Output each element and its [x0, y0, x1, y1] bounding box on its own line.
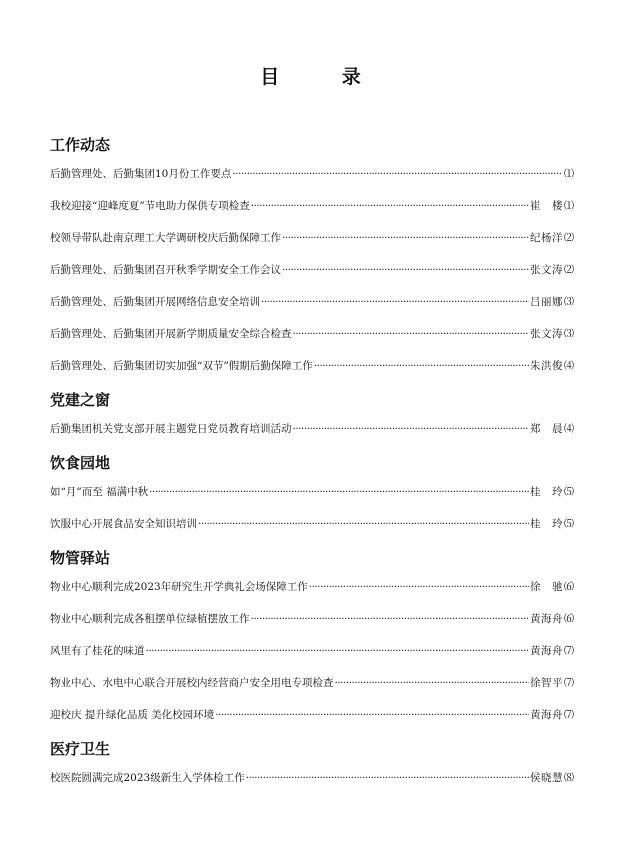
section-heading: 医疗卫生: [50, 740, 111, 758]
entry-page-number: ⑺: [564, 710, 574, 721]
toc-entry[interactable]: [50, 318, 574, 350]
entry-title: 物业中心顺利完成2023年研究生开学典礼会场保障工作: [50, 581, 308, 593]
entry-title: 校领导带队赴南京理工大学调研校庆后勤保障工作: [50, 232, 281, 244]
entry-author: 张文涛: [530, 328, 563, 340]
toc-entry[interactable]: [50, 667, 574, 699]
entry-title: 后勤管理处、后勤集团10月份工作要点: [50, 168, 232, 180]
entry-page-number: ⑹: [564, 614, 574, 625]
dot-leader: [215, 699, 529, 731]
entry-page-number: ⑶: [564, 329, 574, 340]
toc-entry[interactable]: [50, 254, 574, 286]
table-of-contents: [50, 132, 574, 794]
toc-entry[interactable]: [50, 762, 574, 794]
entry-page-number: ⑸: [564, 519, 574, 530]
section-heading: 饮食园地: [50, 454, 111, 472]
entry-author: 徐 驰: [530, 581, 563, 593]
toc-entry[interactable]: [50, 222, 574, 254]
toc-entry[interactable]: [50, 158, 574, 190]
toc-entry[interactable]: [50, 286, 574, 318]
entry-page-number: ⑺: [564, 678, 574, 689]
toc-entry[interactable]: [50, 571, 574, 603]
entry-author: 黄海舟: [530, 645, 563, 657]
entry-title: 后勤管理处、后勤集团开展网络信息安全培训: [50, 296, 260, 308]
section-heading: 党建之窗: [50, 391, 111, 409]
entry-author: 黄海舟: [530, 709, 563, 721]
entry-author: 徐智平: [530, 677, 563, 689]
toc-entry[interactable]: [50, 635, 574, 667]
entry-author: 张文涛: [530, 264, 563, 276]
entry-author: 吕丽娜: [530, 296, 563, 308]
entry-author: 崔 楼: [530, 200, 563, 212]
dot-leader: [309, 571, 529, 603]
toc-entry[interactable]: [50, 413, 574, 445]
entry-page-number: ⑴: [564, 169, 574, 180]
entry-page-number: ⑺: [564, 646, 574, 657]
entry-title: 后勤管理处、后勤集团切实加强“双节”假期后勤保障工作: [50, 360, 313, 372]
dot-leader: [282, 254, 529, 286]
toc-entry[interactable]: [50, 350, 574, 382]
toc-entry[interactable]: [50, 190, 574, 222]
entry-title: 后勤管理处、后勤集团开展新学期质量安全综合检查: [50, 328, 292, 340]
toc-entry[interactable]: [50, 603, 574, 635]
dot-leader: [282, 222, 529, 254]
entry-author: 纪杨洋: [530, 232, 563, 244]
toc-entry[interactable]: [50, 508, 574, 540]
entry-author: 桂 玲: [530, 486, 563, 498]
entry-page-number: ⑶: [564, 297, 574, 308]
entry-title: 饮服中心开展食品安全知识培训: [50, 518, 197, 530]
entry-page-number: ⑵: [564, 233, 574, 244]
entry-title: 物业中心顺利完成各租摆单位绿植摆放工作: [50, 613, 250, 625]
entry-title: 后勤集团机关党支部开展主题党日党员教育培训活动: [50, 423, 292, 435]
entry-title: 我校迎接“迎峰度夏”节电助力保供专项检查: [50, 200, 250, 212]
entry-page-number: ⑷: [564, 424, 574, 435]
entry-page-number: ⑵: [564, 265, 574, 276]
section-heading: 工作动态: [50, 136, 111, 154]
entry-page-number: ⑴: [564, 201, 574, 212]
section-heading: 物管驿站: [50, 549, 111, 567]
entry-author: 黄海舟: [530, 613, 563, 625]
dot-leader: [251, 190, 529, 222]
dot-leader: [293, 318, 530, 350]
entry-page-number: ⑸: [564, 487, 574, 498]
dot-leader: [198, 508, 529, 540]
entry-author: 朱洪俊: [530, 360, 563, 372]
entry-title: 迎校庆 提升绿化品质 美化校园环境: [50, 709, 215, 721]
entry-author: 郑 晨: [530, 423, 563, 435]
entry-author: 桂 玲: [530, 518, 563, 530]
dot-leader: [314, 350, 529, 382]
toc-entry[interactable]: [50, 699, 574, 731]
entry-title: 校医院圆满完成2023级新生入学体检工作: [50, 772, 245, 784]
entry-title: 风里有了桂花的味道: [50, 645, 145, 657]
toc-entry[interactable]: [50, 476, 574, 508]
entry-title: 后勤管理处、后勤集团召开秋季学期安全工作会议: [50, 264, 281, 276]
entry-page-number: ⑹: [564, 582, 574, 593]
entry-page-number: ⑷: [564, 361, 574, 372]
entry-title: 物业中心、水电中心联合开展校内经营商户安全用电专项检查: [50, 677, 334, 689]
dot-leader: [246, 762, 529, 794]
dot-leader: [232, 158, 562, 190]
dot-leader: [293, 413, 530, 445]
dot-leader: [251, 603, 530, 635]
dot-leader: [335, 667, 530, 699]
dot-leader: [146, 635, 530, 667]
entry-author: 侯晓慧: [530, 772, 563, 784]
entry-page-number: ⑻: [564, 773, 574, 784]
entry-title: 如“月”而至 福满中秋: [50, 486, 149, 498]
page-title: 目 录: [260, 66, 389, 88]
dot-leader: [149, 476, 529, 508]
dot-leader: [261, 286, 529, 318]
